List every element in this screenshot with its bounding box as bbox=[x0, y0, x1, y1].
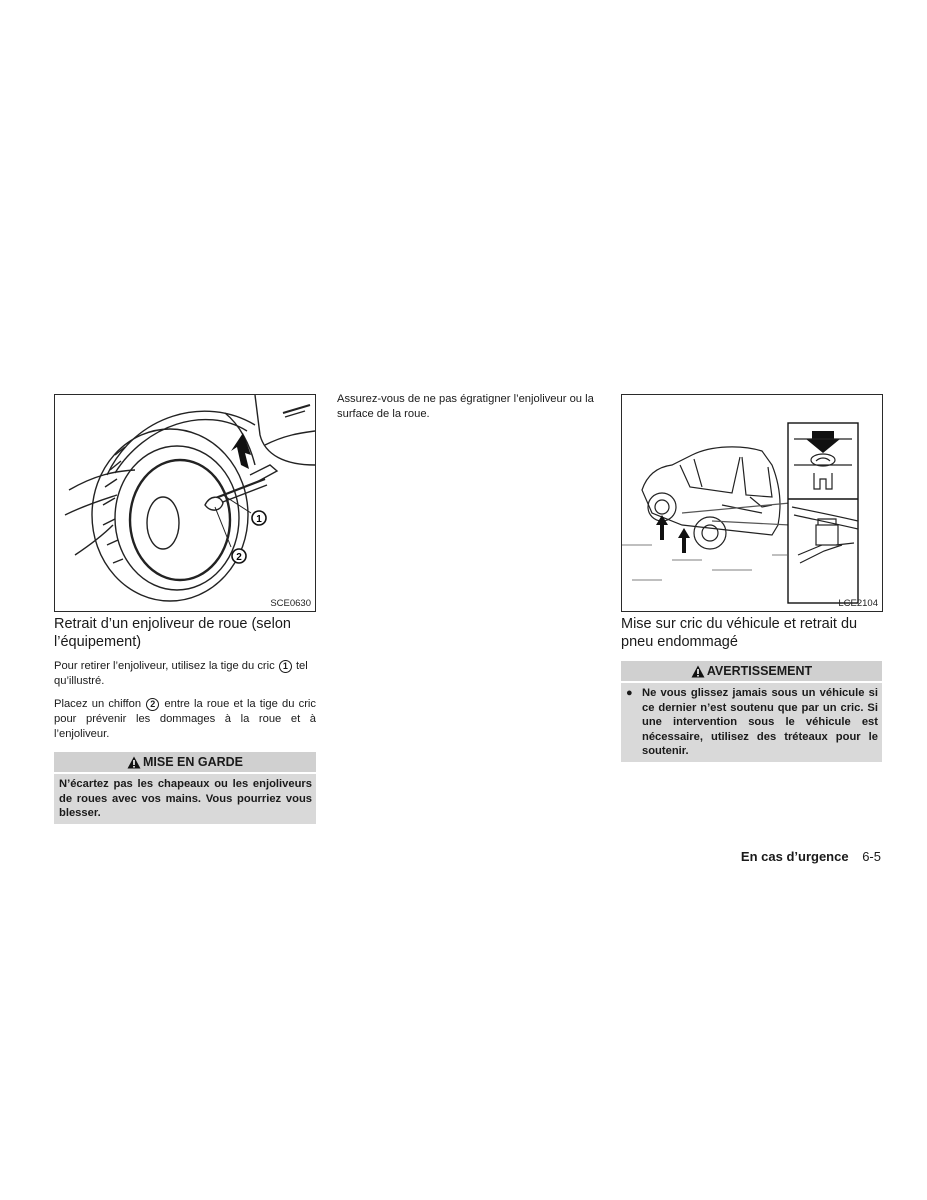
figure-vehicle-jacking bbox=[621, 394, 883, 612]
callout-2: 2 bbox=[236, 552, 242, 563]
callout-1-inline: 1 bbox=[279, 660, 292, 673]
list-item bbox=[626, 686, 878, 759]
page-number: 6-5 bbox=[862, 849, 881, 864]
warning-header: AVERTISSEMENT bbox=[621, 661, 882, 683]
paragraph-remove-cover: Pour retirer l’enjoliveur, utilisez la tige du cric 1 tel qu’illustré. bbox=[54, 660, 308, 687]
caution-text: N’écartez pas les chapeaux ou les enjoliveurs de roues avec vos mains. Vous pourriez vous blesser. bbox=[59, 778, 312, 819]
warning-triangle-icon bbox=[691, 665, 705, 678]
figure-code: SCE0630 bbox=[270, 598, 311, 609]
callout-2-inline: 2 bbox=[146, 698, 159, 711]
vehicle-jacking-illustration bbox=[622, 395, 882, 611]
caution-header: MISE EN GARDE bbox=[54, 752, 316, 774]
page-footer bbox=[741, 849, 881, 864]
figure-wheel-cover-removal bbox=[54, 394, 316, 612]
footer-section: En cas d’urgence bbox=[740, 849, 849, 864]
paragraph-avoid-scratch: Assurez-vous de ne pas égratigner l’enjoliveur ou la surface de la roue. bbox=[337, 393, 594, 420]
warning-text: Ne vous glissez jamais sous un véhicule si ce dernier n’est soutenu que par un cric. Si une intervention sous le véhicule est nécessaire, utilisez des tréteaux pour le soutenir. bbox=[642, 687, 878, 757]
figure-code: LCE2104 bbox=[838, 598, 878, 609]
wheel-cover-illustration bbox=[55, 395, 315, 611]
section-heading-wheel-cover: Retrait d’un enjoliveur de roue (selon l’équipement) bbox=[54, 616, 291, 650]
bullet-icon: ● bbox=[626, 687, 633, 699]
callout-1: 1 bbox=[256, 514, 262, 525]
warning-triangle-icon bbox=[127, 756, 141, 769]
warning-text-block bbox=[621, 683, 882, 762]
caution-box bbox=[54, 752, 316, 824]
warning-box bbox=[621, 661, 882, 762]
paragraph-place-cloth: Placez un chiffon 2 entre la roue et la tige du cric pour prévenir les dommages à la roue et à l’enjoliveur. bbox=[54, 698, 316, 740]
section-heading-jacking: Mise sur cric du véhicule et retrait du pneu endommagé bbox=[621, 616, 858, 650]
